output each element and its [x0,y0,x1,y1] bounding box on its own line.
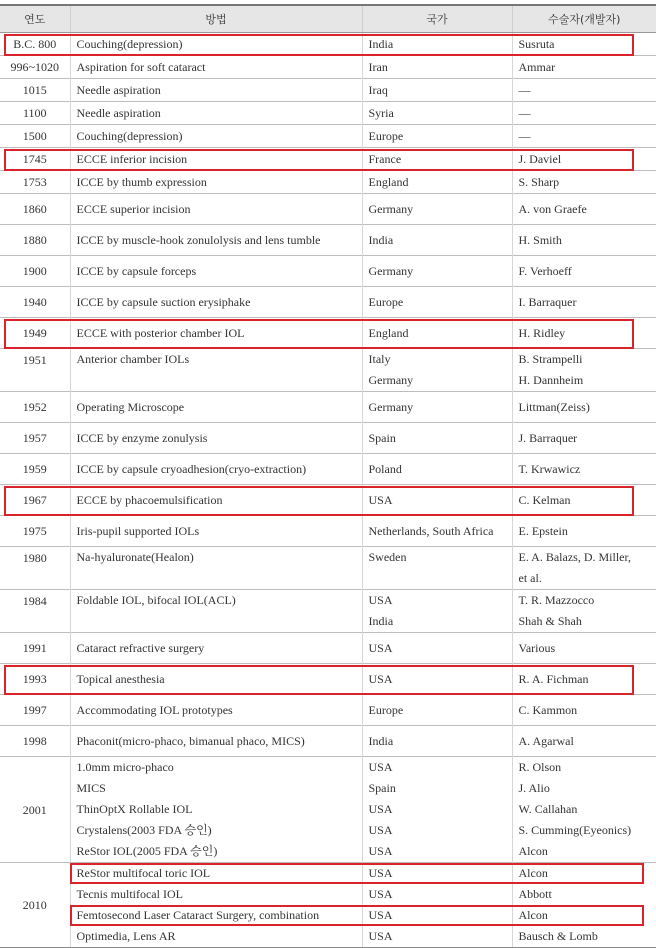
cell-method [70,757,362,863]
cell-surgeon-line: Various [519,641,556,655]
cell-method [70,590,362,633]
cell-method-line: ICCE by enzyme zonulysis [77,431,208,445]
table-row [0,79,656,102]
cell-year: 1984 [0,590,70,633]
cell-country-line: USA [369,820,512,841]
cell-method [70,726,362,757]
cell-country-line: USA [369,841,512,862]
cell-surgeon-line: J. Barraquer [519,431,578,445]
cell-country [362,547,512,590]
cell-surgeon-line: H. Smith [519,233,562,247]
cell-country-line: Europe [369,295,404,309]
cell-surgeon-line: Shah & Shah [519,611,656,632]
cell-surgeon-line: I. Barraquer [519,295,577,309]
table-row [0,33,656,56]
cell-year: B.C. 800 [0,33,70,56]
cell-method-line: Operating Microscope [77,400,185,414]
cell-surgeon [512,454,656,485]
cell-country [362,318,512,349]
header-surgeon: 수술자(개발자) [512,5,656,33]
cell-method [70,863,362,948]
cell-method-line: Needle aspiration [77,106,161,120]
table-row [0,757,656,863]
cell-country-line: USA [369,757,512,778]
table-row [0,392,656,423]
cell-method [70,79,362,102]
cell-surgeon [512,664,656,695]
cell-year: 1998 [0,726,70,757]
cell-country [362,349,512,392]
table-row [0,256,656,287]
cell-method [70,287,362,318]
cell-country-line: Italy [369,349,512,370]
cell-method-line: Needle aspiration [77,83,161,97]
cell-country [362,423,512,454]
cell-country [362,485,512,516]
cell-method-line: ICCE by capsule forceps [77,264,197,278]
cell-country-line: USA [369,863,512,884]
cell-surgeon-line: A. von Graefe [519,202,587,216]
table-row [0,547,656,590]
cell-surgeon-line: H. Ridley [519,326,566,340]
cell-year: 1980 [0,547,70,590]
cell-surgeon-line: T. R. Mazzocco [519,590,656,611]
cell-method [70,102,362,125]
cell-method [70,194,362,225]
cell-year: 2010 [0,863,70,948]
cell-method-line: ICCE by thumb expression [77,175,207,189]
cell-method-line: ReStor IOL(2005 FDA 승인) [77,841,362,862]
cell-method-line: ICCE by capsule cryoadhesion(cryo-extraction) [77,462,307,476]
cell-country-line: Poland [369,462,402,476]
cell-surgeon-line: Bausch & Lomb [519,926,656,947]
cell-country-line: USA [369,493,393,507]
cell-country-line: France [369,152,402,166]
cell-surgeon-line: Ammar [519,60,556,74]
cell-country-line: Germany [369,202,414,216]
cell-method [70,664,362,695]
cell-year: 1997 [0,695,70,726]
cell-country [362,695,512,726]
cell-surgeon [512,194,656,225]
cell-country [362,79,512,102]
cell-surgeon-line: A. Agarwal [519,734,574,748]
cell-country-line: Spain [369,431,396,445]
cell-surgeon-line: Alcon [519,841,656,862]
cell-method [70,171,362,194]
cell-method-line: Couching(depression) [77,129,183,143]
table-row [0,287,656,318]
cell-surgeon [512,590,656,633]
cell-country [362,590,512,633]
cell-method [70,148,362,171]
cell-year: 1940 [0,287,70,318]
table-row [0,194,656,225]
cell-method [70,633,362,664]
cell-country [362,516,512,547]
cell-country [362,726,512,757]
cell-country [362,863,512,948]
cell-year: 1100 [0,102,70,125]
cell-country-line: Iran [369,60,388,74]
cell-method-line: ThinOptX Rollable IOL [77,799,362,820]
cell-surgeon [512,171,656,194]
cell-surgeon-line: — [519,106,531,120]
cell-year: 1949 [0,318,70,349]
cell-country [362,125,512,148]
cell-surgeon-line: C. Kammon [519,703,578,717]
cell-method-line: Na-hyaluronate(Healon) [77,547,362,568]
table-row [0,726,656,757]
table-row [0,225,656,256]
cell-country [362,454,512,485]
cell-surgeon-line: — [519,83,531,97]
cell-surgeon [512,485,656,516]
cell-country [362,56,512,79]
table-row [0,349,656,392]
cell-country-line: Europe [369,703,404,717]
cell-method-line: Iris-pupil supported IOLs [77,524,200,538]
cell-country [362,633,512,664]
table-row [0,148,656,171]
cell-surgeon [512,287,656,318]
table-row [0,125,656,148]
cell-surgeon-line: Alcon [519,863,656,884]
cell-country-line: England [369,175,409,189]
cell-method-line: Topical anesthesia [77,672,165,686]
cell-surgeon-line: S. Cumming(Eyeonics) [519,820,656,841]
cell-method [70,256,362,287]
cell-surgeon-line: Alcon [519,905,656,926]
table-row [0,454,656,485]
table-row [0,633,656,664]
cell-surgeon [512,318,656,349]
cell-country-line: USA [369,926,512,947]
cell-method-line: Accommodating IOL prototypes [77,703,233,717]
cell-surgeon-line: F. Verhoeff [519,264,572,278]
header-country: 국가 [362,5,512,33]
cell-method-line: Femtosecond Laser Cataract Surgery, combination [77,905,362,926]
cell-year: 1951 [0,349,70,392]
cell-surgeon-line: R. Olson [519,757,656,778]
cell-year: 996~1020 [0,56,70,79]
cell-method-line: ECCE by phacoemulsification [77,493,223,507]
cell-method [70,423,362,454]
cell-year: 1967 [0,485,70,516]
cell-method [70,454,362,485]
cell-country-line: USA [369,905,512,926]
cell-method [70,547,362,590]
cell-year: 1753 [0,171,70,194]
cell-surgeon [512,256,656,287]
cell-country-line: India [369,734,394,748]
cell-country [362,392,512,423]
cell-method-line: Foldable IOL, bifocal IOL(ACL) [77,590,362,611]
cell-year: 1860 [0,194,70,225]
cell-method [70,516,362,547]
cell-method-line: ReStor multifocal toric IOL [77,863,362,884]
cell-method [70,225,362,256]
cell-country-line: Iraq [369,83,388,97]
cell-year: 1952 [0,392,70,423]
cell-method-line: 1.0mm micro-phaco [77,757,362,778]
cell-country-line: USA [369,799,512,820]
cell-surgeon [512,863,656,948]
cell-country [362,287,512,318]
cell-surgeon [512,56,656,79]
cell-surgeon-line: Littman(Zeiss) [519,400,590,414]
cell-year: 1975 [0,516,70,547]
cell-country [362,33,512,56]
cell-method-line: Couching(depression) [77,37,183,51]
table-row [0,56,656,79]
cell-surgeon-line: Abbott [519,884,656,905]
cell-surgeon-line: J. Daviel [519,152,562,166]
cell-method-line: ICCE by capsule suction erysiphake [77,295,251,309]
cell-method-line: ECCE inferior incision [77,152,188,166]
table-row [0,318,656,349]
cell-surgeon [512,125,656,148]
cataract-surgery-history-table [0,4,656,948]
header-method: 방법 [70,5,362,33]
cell-country [362,225,512,256]
table-row [0,695,656,726]
cell-surgeon [512,225,656,256]
cell-surgeon-line: H. Dannheim [519,370,656,391]
cell-method-line: Tecnis multifocal IOL [77,884,362,905]
cell-surgeon-line: E. Epstein [519,524,568,538]
cell-country-line: USA [369,641,393,655]
cell-method-line: Anterior chamber IOLs [77,349,362,370]
cell-method [70,485,362,516]
table-row [0,863,656,948]
cell-surgeon [512,633,656,664]
cell-surgeon-line: R. A. Fichman [519,672,589,686]
cell-country-line: India [369,611,512,632]
cell-method-line: Phaconit(micro-phaco, bimanual phaco, MICS) [77,734,305,748]
cell-method [70,56,362,79]
cell-surgeon [512,392,656,423]
cell-surgeon [512,349,656,392]
cell-method-line: Crystalens(2003 FDA 승인) [77,820,362,841]
cell-method-line: MICS [77,778,362,799]
cell-country-line: Europe [369,129,404,143]
cell-country [362,102,512,125]
cell-country [362,194,512,225]
cell-country-line: Netherlands, South Africa [369,524,494,538]
cell-method-line: Cataract refractive surgery [77,641,205,655]
cell-surgeon-line: B. Strampelli [519,349,656,370]
cell-country-line: England [369,326,409,340]
cell-method-line: Optimedia, Lens AR [77,926,362,947]
cell-method-line: ICCE by muscle-hook zonulolysis and lens tumble [77,233,321,247]
table-row [0,485,656,516]
cell-country-line: Germany [369,370,512,391]
cell-method [70,695,362,726]
cell-surgeon-line: T. Krwawicz [519,462,581,476]
cell-surgeon [512,695,656,726]
cell-year: 2001 [0,757,70,863]
cell-surgeon [512,516,656,547]
cell-surgeon [512,547,656,590]
cell-country-line: USA [369,884,512,905]
cell-method-line: ECCE with posterior chamber IOL [77,326,245,340]
cell-year: 1880 [0,225,70,256]
cell-country-line: USA [369,672,393,686]
cell-country-line: India [369,37,394,51]
cell-surgeon-line: C. Kelman [519,493,571,507]
cell-surgeon-line: S. Sharp [519,175,560,189]
cell-year: 1993 [0,664,70,695]
cell-surgeon-line: et al. [519,568,656,589]
cell-method [70,349,362,392]
cell-surgeon [512,726,656,757]
cell-year: 1015 [0,79,70,102]
table-row [0,664,656,695]
cell-country-line: Syria [369,106,394,120]
table-row [0,516,656,547]
cell-country-line: Germany [369,264,414,278]
cell-surgeon-line: Susruta [519,37,555,51]
table-row [0,423,656,454]
cell-surgeon [512,33,656,56]
cell-country-line: India [369,233,394,247]
cell-country [362,757,512,863]
cell-country-line: USA [369,590,512,611]
cell-country-line: Sweden [369,547,512,568]
cell-year: 1991 [0,633,70,664]
cell-country [362,256,512,287]
cell-country [362,148,512,171]
cell-country-line: Germany [369,400,414,414]
cell-country [362,664,512,695]
cell-method [70,125,362,148]
cell-method-line: ECCE superior incision [77,202,191,216]
cell-surgeon-line: E. A. Balazs, D. Miller, [519,547,656,568]
cell-method [70,318,362,349]
cell-country-line: Spain [369,778,512,799]
cell-surgeon-line: W. Callahan [519,799,656,820]
cell-method [70,392,362,423]
cell-surgeon-line: J. Alio [519,778,656,799]
cell-year: 1900 [0,256,70,287]
cell-country [362,171,512,194]
cell-surgeon [512,102,656,125]
cell-year: 1500 [0,125,70,148]
cell-year: 1745 [0,148,70,171]
cell-year: 1957 [0,423,70,454]
header-year: 연도 [0,5,70,33]
cell-surgeon [512,757,656,863]
table-row [0,102,656,125]
cell-surgeon [512,423,656,454]
table-row [0,171,656,194]
cell-surgeon [512,79,656,102]
cell-surgeon-line: — [519,129,531,143]
table-row [0,590,656,633]
table-header-row [0,5,656,33]
cell-year: 1959 [0,454,70,485]
cell-surgeon [512,148,656,171]
cell-method [70,33,362,56]
cell-method-line: Aspiration for soft cataract [77,60,206,74]
